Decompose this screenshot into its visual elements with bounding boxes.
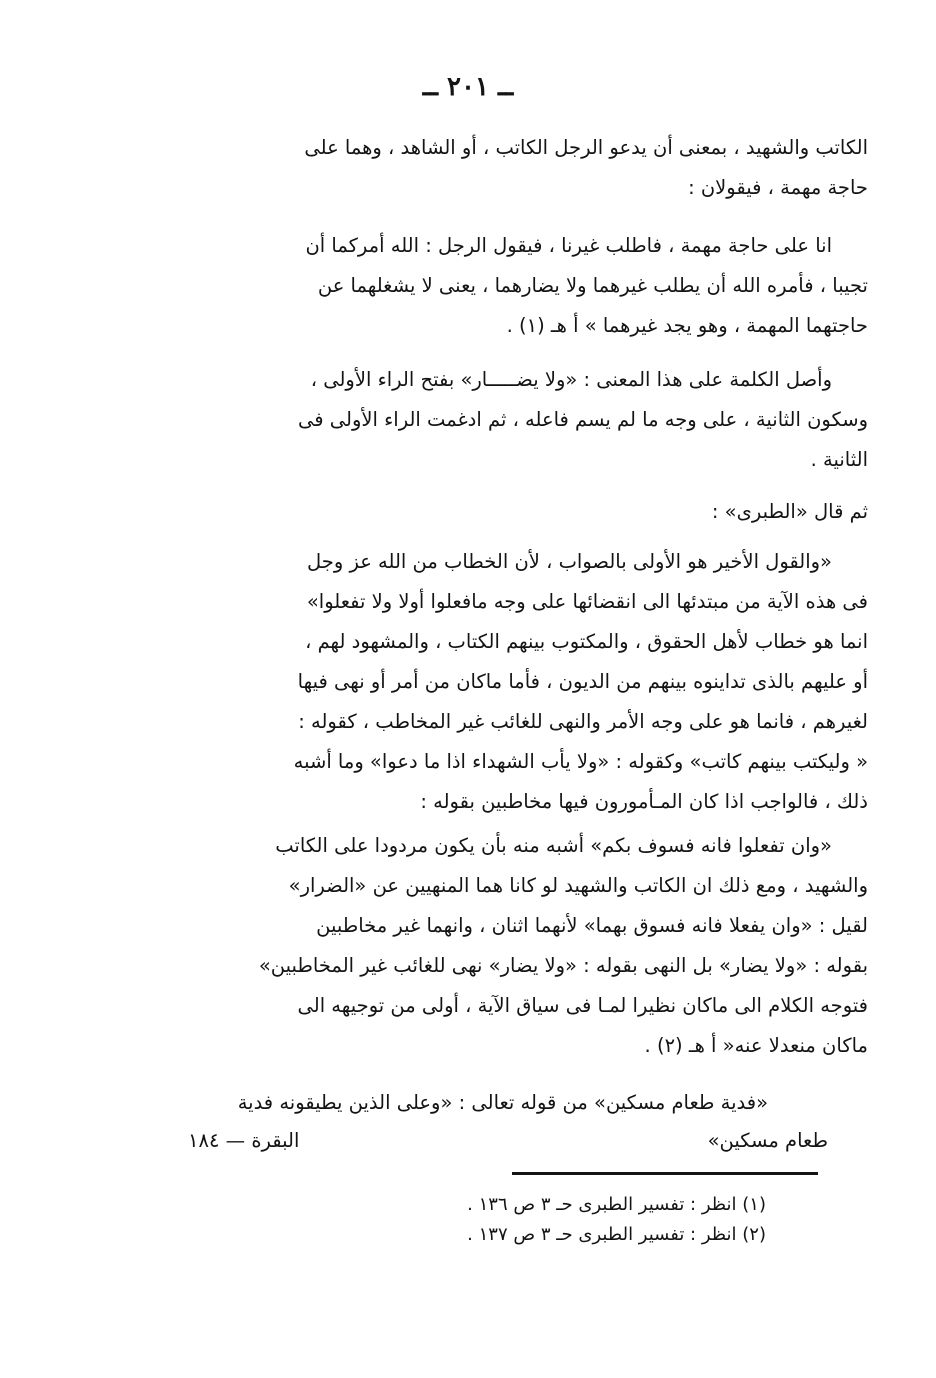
paragraph-line: ثم قال «الطبرى» : bbox=[711, 500, 868, 523]
paragraph-line: بقوله : «ولا يضار» بل النهى بقوله : «ولا يضار» نهى للغائب غير المخاطبين» bbox=[258, 954, 868, 977]
footnotes bbox=[330, 1190, 766, 1250]
verse-quote-line: «فدية طعام مسكين» من قوله تعالى : «وعلى الذين يطيقونه فدية bbox=[237, 1091, 768, 1114]
paragraph-line: لغيرهم ، فانما هو على وجه الأمر والنهى للغائب غير المخاطب ، كقوله : bbox=[298, 710, 868, 733]
paragraph-line: الثانية . bbox=[810, 448, 868, 471]
paragraph-line: ذلك ، فالواجب اذا كان المـأمورون فيها مخاطبين بقوله : bbox=[420, 790, 868, 813]
page-number: ــ ٢٠١ ــ bbox=[422, 72, 514, 102]
paragraph-2 bbox=[150, 226, 868, 346]
paragraph-5 bbox=[150, 542, 868, 822]
footnote-2: (٢) انظر : تفسير الطبرى حـ ٣ ص ١٣٧ . bbox=[467, 1224, 766, 1245]
verse-quote-line: طعام مسكين» bbox=[707, 1129, 828, 1152]
paragraph-line: « وليكتب بينهم كاتب» وكقوله : «ولا يأب الشهداء اذا ما دعوا» وما أشبه bbox=[293, 750, 868, 773]
paragraph-6 bbox=[150, 826, 868, 1066]
paragraph-line: «وان تفعلوا فانه فسوف بكم» أشبه منه بأن يكون مردودا على الكاتب bbox=[275, 834, 832, 857]
paragraph-line: «والقول الأخير هو الأولى بالصواب ، لأن الخطاب من الله عز وجل bbox=[307, 550, 832, 573]
paragraph-line: وأصل الكلمة على هذا المعنى : «ولا يضـــــار» بفتح الراء الأولى ، bbox=[310, 368, 832, 391]
paragraph-line: الكاتب والشهيد ، بمعنى أن يدعو الرجل الكاتب ، أو الشاهد ، وهما على bbox=[304, 136, 868, 159]
paragraph-line: فتوجه الكلام الى ماكان نظيرا لمـا فى سياق الآية ، أولى من توجيهه الى bbox=[297, 994, 868, 1017]
footnote-1: (١) انظر : تفسير الطبرى حـ ٣ ص ١٣٦ . bbox=[467, 1194, 766, 1215]
paragraph-line: حاجتهما المهمة ، وهو يجد غيرهما » أ هـ (١) . bbox=[506, 314, 868, 337]
paragraph-line: انا على حاجة مهمة ، فاطلب غيرنا ، فيقول الرجل : الله أمركما أن bbox=[305, 234, 832, 257]
paragraph-3 bbox=[150, 360, 868, 480]
paragraph-line: وسكون الثانية ، على وجه ما لم يسم فاعله ، ثم ادغمت الراء الأولى فى bbox=[298, 408, 868, 431]
verse-reference-row bbox=[188, 1122, 828, 1160]
footnote-divider bbox=[512, 1172, 818, 1175]
paragraph-1 bbox=[150, 128, 868, 208]
verse-citation: البقرة — ١٨٤ bbox=[188, 1129, 300, 1152]
paragraph-line: فى هذه الآية من مبتدئها الى انقضائها على وجه مافعلوا أولا ولا تفعلوا» bbox=[306, 590, 868, 613]
paragraph-4 bbox=[150, 492, 868, 532]
paragraph-line: والشهيد ، ومع ذلك ان الكاتب والشهيد لو كانا هما المنهيين عن «الضرار» bbox=[288, 874, 868, 897]
paragraph-line: حاجة مهمة ، فيقولان : bbox=[688, 176, 868, 199]
paragraph-line: انما هو خطاب لأهل الحقوق ، والمكتوب بينهم الكتاب ، والمشهود لهم ، bbox=[305, 630, 868, 653]
paragraph-line: أو عليهم بالذى تداينوه بينهم من الديون ، فأما ماكان من أمر أو نهى فيها bbox=[297, 670, 868, 693]
paragraph-line: لقيل : «وان يفعلا فانه فسوق بهما» لأنهما اثنان ، وانهما غير مخاطبين bbox=[316, 914, 868, 937]
verse-quote bbox=[188, 1084, 768, 1122]
paragraph-line: تجيبا ، فأمره الله أن يطلب غيرهما ولا يضارهما ، يعنى لا يشغلهما عن bbox=[317, 274, 868, 297]
paragraph-line: ماكان منعدلا عنه« أ هـ (٢) . bbox=[644, 1034, 868, 1057]
